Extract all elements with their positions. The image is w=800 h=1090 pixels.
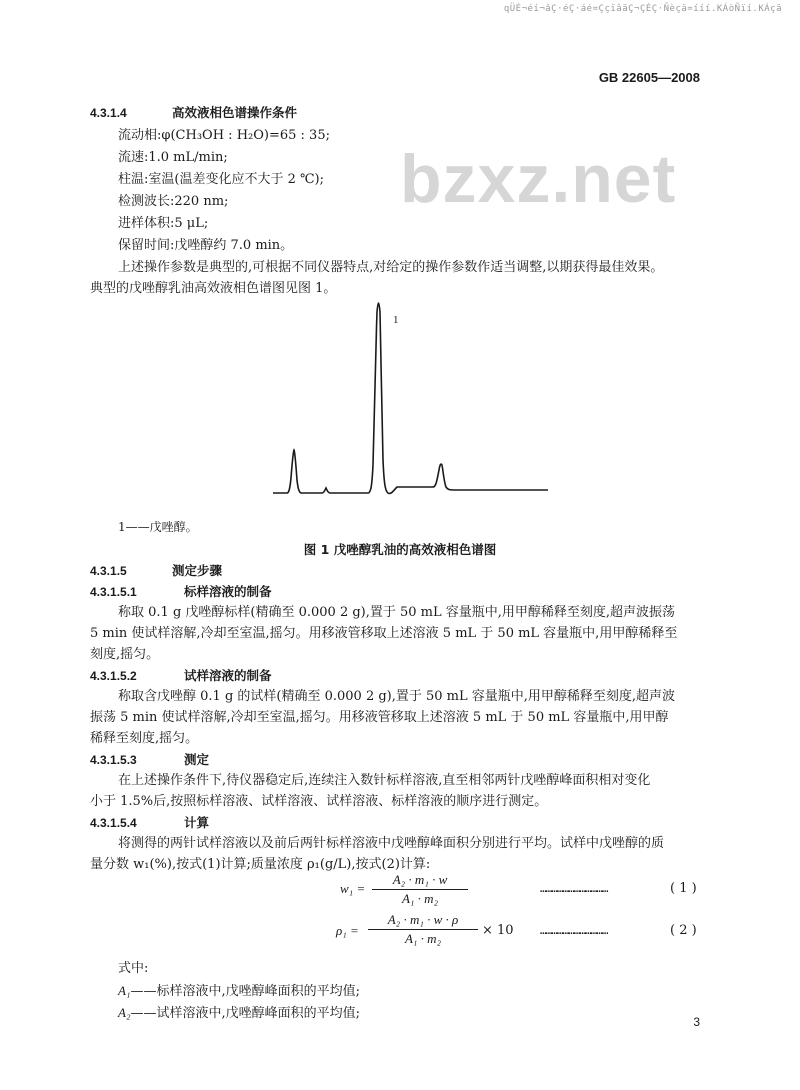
header-noise-text: qÜÉ¬éí¬âÇ·éÇ·áé=ÇçïâäÇ¬ÇÉÇ·Ñèçä=ííí.KÁòÑïí.KÁçä: [503, 4, 782, 14]
definition-text: ——标样溶液中,戊唑醇峰面积的平均值;: [130, 984, 360, 999]
paragraph-line: 称取 0.1 g 戊唑醇标样(精确至 0.000 2 g),置于 50 mL 容量瓶中,用甲醇稀释至刻度,超声波振荡: [118, 605, 676, 620]
page-number: 3: [693, 1015, 700, 1029]
equation-1-leader-dots: ………………………………: [540, 882, 608, 895]
equation-2-denominator: A₁ · m₂: [404, 931, 442, 946]
paragraph-line: 刻度,摇匀。: [90, 647, 160, 662]
section-number: 4.3.1.5: [90, 564, 127, 578]
equation-1-numerator: A₂ · m₁ · w: [392, 872, 448, 887]
paragraph-line: 在上述操作条件下,待仪器稳定后,连续注入数针标样溶液,直至相邻两针戊唑醇峰面积相对变化: [118, 773, 651, 788]
section-title: 计算: [184, 815, 210, 830]
section-heading-4314: [90, 104, 297, 123]
paragraph-line: 将测得的两针试样溶液以及前后两针标样溶液中戊唑醇峰面积分别进行平均。试样中戊唑醇的质: [118, 836, 665, 851]
condition-wavelength: 检测波长:220 nm;: [118, 194, 229, 209]
definition-text: ——试样溶液中,戊唑醇峰面积的平均值;: [130, 1006, 360, 1021]
figure-caption: 图 1 戊唑醇乳油的高效液相色谱图: [303, 542, 497, 557]
symbol: A₁: [118, 983, 131, 998]
fraction-bar: [372, 889, 468, 890]
condition-mobile-phase: 流动相:φ(CH₃OH : H₂O)=65 : 35;: [118, 128, 330, 143]
equation-1-lhs: w₁ =: [340, 881, 366, 896]
note-text: 上述操作参数是典型的,可根据不同仪器特点,对给定的操作参数作适当调整,以期获得最佳效果。: [118, 260, 664, 275]
paragraph-line: 量分数 w₁(%),按式(1)计算;质量浓度 ρ₁(g/L),按式(2)计算:: [90, 857, 431, 872]
condition-flow-rate: 流速:1.0 mL/min;: [118, 150, 228, 165]
paragraph-line: 稀释至刻度,摇匀。: [90, 731, 199, 746]
section-heading-43153: [90, 751, 209, 770]
section-number: 4.3.1.5.1: [90, 585, 137, 599]
section-number: 4.3.1.5.4: [90, 816, 137, 830]
section-title: 标样溶液的制备: [184, 584, 272, 599]
section-heading-43154: [90, 814, 209, 833]
section-title: 高效液相色谱操作条件: [172, 105, 298, 120]
equation-2-factor: × 10: [482, 923, 514, 938]
paragraph-line: 小于 1.5%后,按照标样溶液、试样溶液、试样溶液、标样溶液的顺序进行测定。: [90, 794, 548, 809]
section-heading-43152: [90, 667, 272, 686]
definition-a1: [118, 982, 360, 1001]
section-heading-4315: [90, 562, 222, 581]
condition-retention-time: 保留时间:戊唑醇约 7.0 min。: [118, 238, 294, 253]
section-number: 4.3.1.4: [90, 106, 127, 120]
equation-2-number: ( 2 ): [670, 923, 697, 938]
condition-injection-volume: 进样体积:5 μL;: [118, 216, 209, 231]
paragraph-line: 称取含戊唑醇 0.1 g 的试样(精确至 0.000 2 g),置于 50 mL 容量瓶中,用甲醇稀释至刻度,超声波: [118, 689, 676, 704]
paragraph-line: 振荡 5 min 使试样溶解,冷却至室温,摇匀。用移液管移取上述溶液 5 mL 于 50 mL 容量瓶中,用甲醇: [90, 710, 669, 725]
section-number: 4.3.1.5.2: [90, 669, 137, 683]
watermark: bzxz.net: [400, 141, 677, 217]
equation-2-fraction: [368, 912, 478, 947]
definition-a2: [118, 1004, 360, 1023]
chromatogram-trace: [273, 303, 548, 493]
equation-1-fraction: [372, 872, 468, 907]
fraction-bar: [368, 929, 478, 930]
note-text-figure-ref: 典型的戊唑醇乳油高效液相色谱图见图 1。: [90, 281, 337, 296]
section-title: 测定步骤: [172, 563, 223, 578]
equation-2-numerator: A₂ · m₁ · w · ρ: [387, 912, 459, 927]
peak-label: 1: [393, 314, 399, 326]
equation-2-lhs: ρ₁ =: [336, 923, 359, 938]
symbol: A₂: [118, 1005, 131, 1020]
standard-number: GB 22605—2008: [598, 70, 700, 85]
equation-1-number: ( 1 ): [670, 881, 697, 896]
section-title: 测定: [184, 752, 210, 767]
equation-1-denominator: A₁ · m₂: [401, 891, 439, 906]
where-label: 式中:: [118, 961, 149, 976]
equation-2-leader-dots: ………………………………: [540, 924, 608, 937]
figure-legend: 1——戊唑醇。: [118, 520, 198, 534]
chromatogram-figure: [0, 290, 800, 530]
condition-column-temp: 柱温:室温(温差变化应不大于 2 ℃);: [118, 172, 324, 187]
section-number: 4.3.1.5.3: [90, 753, 137, 767]
section-heading-43151: [90, 583, 272, 602]
section-title: 试样溶液的制备: [184, 668, 272, 683]
paragraph-line: 5 min 使试样溶解,冷却至室温,摇匀。用移液管移取上述溶液 5 mL 于 50 mL 容量瓶中,用甲醇稀释至: [90, 626, 678, 641]
